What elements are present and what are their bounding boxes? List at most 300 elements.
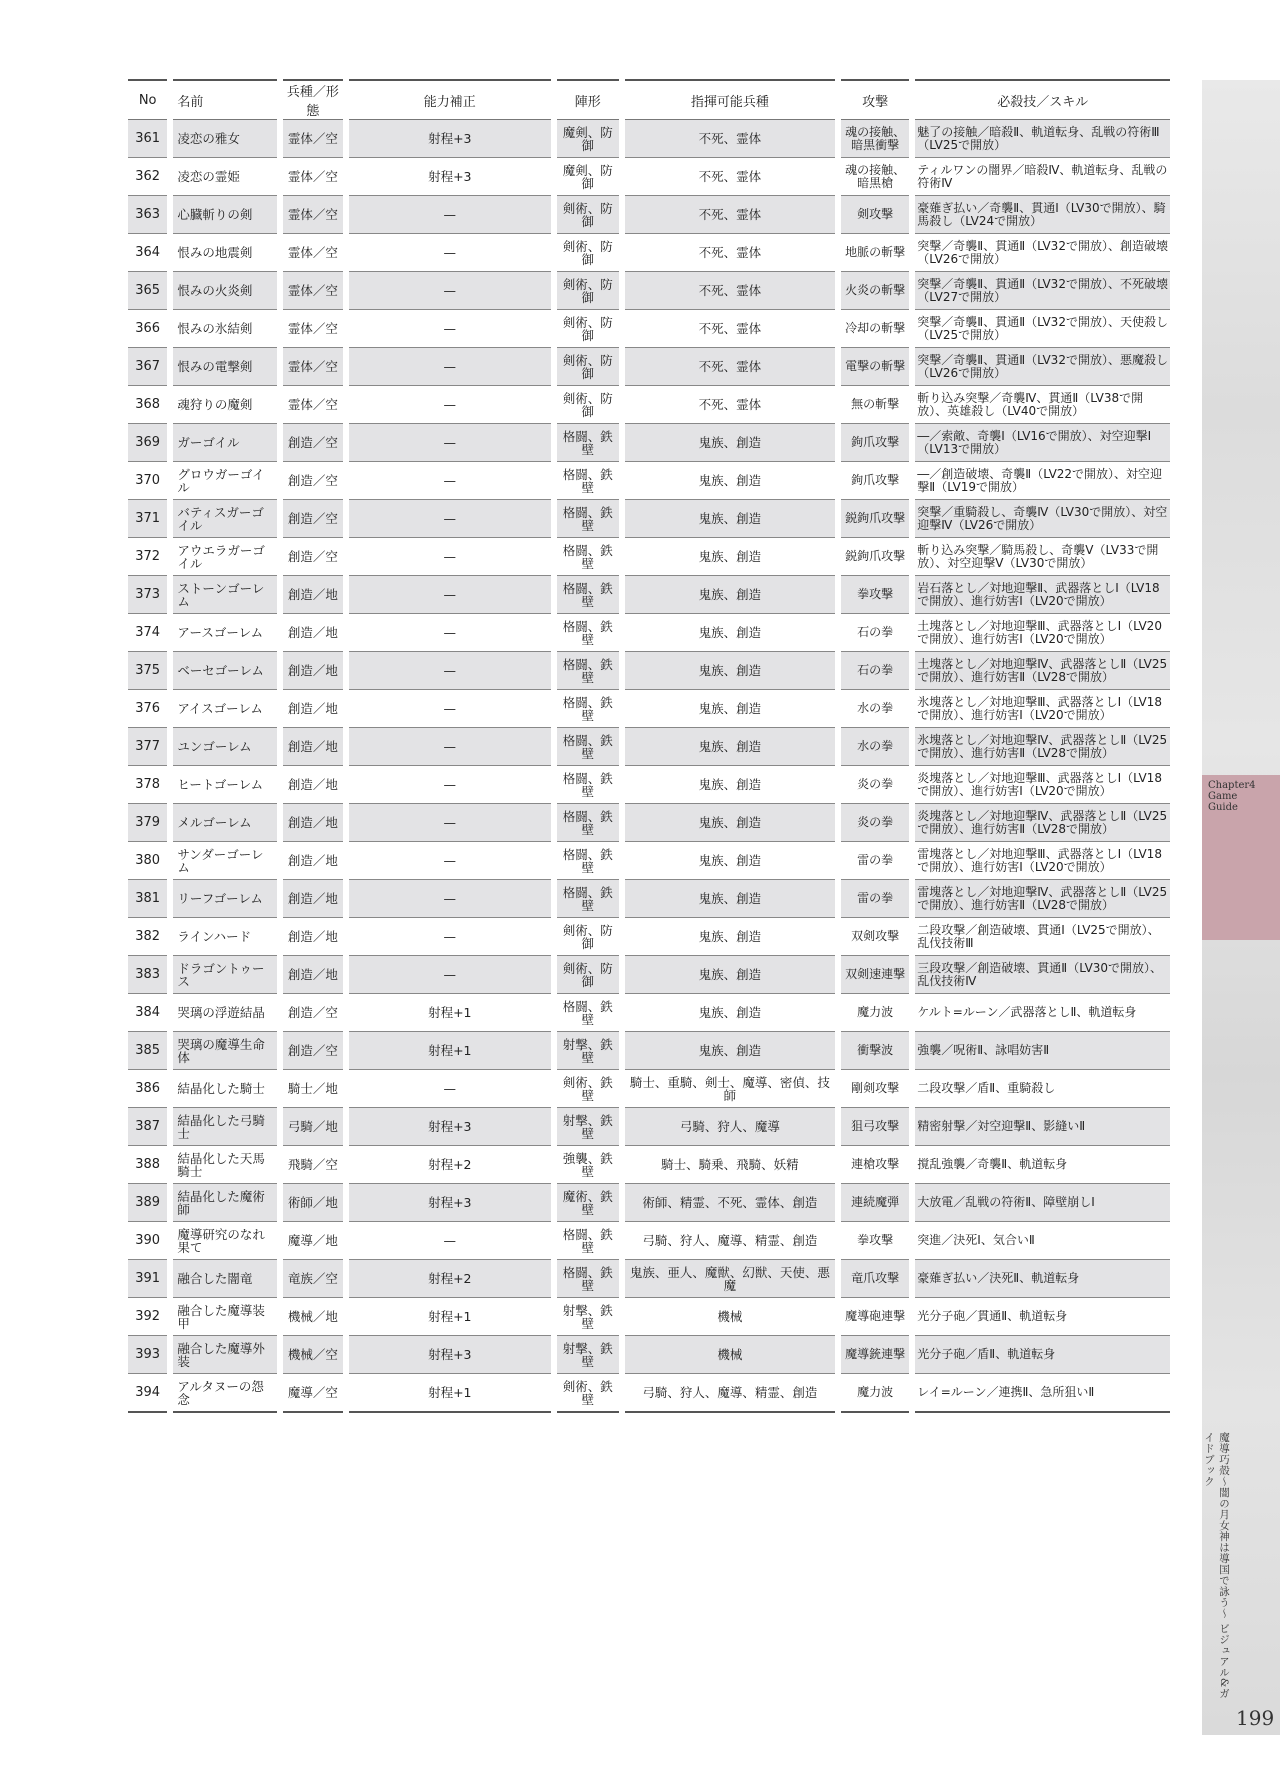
cell-name: リーフゴーレム (173, 880, 277, 918)
cell-command: 不死、霊体 (625, 310, 835, 348)
table-row (128, 462, 1170, 500)
cell-command: 鬼族、創造 (625, 690, 835, 728)
cell-name: アルタヌーの怨念 (173, 1374, 277, 1413)
cell-attack: 水の拳 (841, 728, 909, 766)
cell-attack: 鉤爪攻撃 (841, 462, 909, 500)
cell-skill: 二段攻撃／盾Ⅱ、重騎殺し (915, 1070, 1170, 1108)
cell-command: 騎士、騎乗、飛騎、妖精 (625, 1146, 835, 1184)
cell-type: 創造／地 (283, 918, 343, 956)
cell-bonus: 射程+1 (349, 1298, 551, 1336)
cell-bonus: — (349, 766, 551, 804)
cell-skill: 突進／決死Ⅰ、気合いⅡ (915, 1222, 1170, 1260)
cell-skill: 突撃／奇襲Ⅱ、貫通Ⅱ（LV32で開放）、悪魔殺し（LV26で開放） (915, 348, 1170, 386)
cell-attack: 炎の拳 (841, 766, 909, 804)
cell-bonus: — (349, 918, 551, 956)
cell-bonus: — (349, 576, 551, 614)
cell-skill: ―／創造破壊、奇襲Ⅱ（LV22で開放）、対空迎撃Ⅱ（LV19で開放） (915, 462, 1170, 500)
cell-attack: 魔力波 (841, 1374, 909, 1413)
table-row (128, 1108, 1170, 1146)
cell-no: 372 (128, 538, 167, 576)
table-row (128, 1336, 1170, 1374)
cell-skill: ティルワンの闇界／暗殺Ⅳ、軌道転身、乱戦の符術Ⅳ (915, 158, 1170, 196)
cell-skill: 豪薙ぎ払い／奇襲Ⅱ、貫通Ⅰ（LV30で開放）、騎馬殺し（LV24で開放） (915, 196, 1170, 234)
table-row (128, 842, 1170, 880)
cell-no: 370 (128, 462, 167, 500)
cell-formation: 格闘、鉄壁 (557, 424, 619, 462)
cell-attack: 魔導砲連撃 (841, 1298, 909, 1336)
cell-command: 鬼族、創造 (625, 766, 835, 804)
cell-bonus: — (349, 424, 551, 462)
cell-type: 騎士／地 (283, 1070, 343, 1108)
table-row (128, 1146, 1170, 1184)
cell-command: 鬼族、創造 (625, 614, 835, 652)
cell-no: 363 (128, 196, 167, 234)
cell-type: 創造／空 (283, 500, 343, 538)
cell-name: アースゴーレム (173, 614, 277, 652)
cell-no: 371 (128, 500, 167, 538)
cell-attack: 鉤爪攻撃 (841, 424, 909, 462)
cell-attack: 魔導銃連撃 (841, 1336, 909, 1374)
cell-attack: 連槍攻撃 (841, 1146, 909, 1184)
cell-skill: 二段攻撃／創造破壊、貫通Ⅰ（LV25で開放）、乱伐技術Ⅲ (915, 918, 1170, 956)
cell-formation: 魔剣、防御 (557, 120, 619, 158)
cell-skill: 光分子砲／貫通Ⅱ、軌道転身 (915, 1298, 1170, 1336)
cell-attack: 双剣攻撃 (841, 918, 909, 956)
cell-type: 創造／地 (283, 690, 343, 728)
cell-attack: 無の斬撃 (841, 386, 909, 424)
cell-name: グロウガーゴイル (173, 462, 277, 500)
cell-bonus: — (349, 728, 551, 766)
cell-type: 霊体／空 (283, 120, 343, 158)
cell-attack: 鋭鉤爪攻撃 (841, 538, 909, 576)
table-row (128, 1222, 1170, 1260)
cell-attack: 剛剣攻撃 (841, 1070, 909, 1108)
cell-bonus: — (349, 462, 551, 500)
cell-skill: 雷塊落とし／対地迎撃Ⅲ、武器落としⅠ（LV18で開放）、進行妨害Ⅰ（LV20で開放） (915, 842, 1170, 880)
cell-name: 魔導研究のなれ果て (173, 1222, 277, 1260)
cell-no: 381 (128, 880, 167, 918)
cell-no: 362 (128, 158, 167, 196)
table-row (128, 690, 1170, 728)
cell-name: 結晶化した天馬騎士 (173, 1146, 277, 1184)
cell-type: 機械／空 (283, 1336, 343, 1374)
cell-no: 373 (128, 576, 167, 614)
cell-formation: 剣術、鉄壁 (557, 1070, 619, 1108)
cell-attack: 電撃の斬撃 (841, 348, 909, 386)
cell-type: 創造／地 (283, 766, 343, 804)
cell-attack: 雷の拳 (841, 880, 909, 918)
cell-command: 鬼族、創造 (625, 538, 835, 576)
cell-formation: 射撃、鉄壁 (557, 1336, 619, 1374)
table-row (128, 576, 1170, 614)
cell-bonus: — (349, 880, 551, 918)
cell-formation: 魔術、鉄壁 (557, 1184, 619, 1222)
cell-bonus: — (349, 614, 551, 652)
cell-no: 390 (128, 1222, 167, 1260)
cell-attack: 拳攻撃 (841, 576, 909, 614)
cell-skill: 雷塊落とし／対地迎撃Ⅳ、武器落としⅡ（LV25で開放）、進行妨害Ⅱ（LV28で開放） (915, 880, 1170, 918)
cell-bonus: — (349, 1070, 551, 1108)
cell-bonus: — (349, 272, 551, 310)
cell-bonus: — (349, 1222, 551, 1260)
cell-type: 創造／地 (283, 804, 343, 842)
cell-skill: 豪薙ぎ払い／決死Ⅱ、軌道転身 (915, 1260, 1170, 1298)
cell-no: 394 (128, 1374, 167, 1413)
cell-type: 創造／地 (283, 652, 343, 690)
cell-name: ストーンゴーレム (173, 576, 277, 614)
header-skill: 必殺技／スキル (915, 79, 1170, 120)
game-text: Game (1208, 791, 1238, 802)
table-row (128, 424, 1170, 462)
cell-no: 383 (128, 956, 167, 994)
cell-command: 鬼族、創造 (625, 576, 835, 614)
cell-skill: 大放電／乱戦の符術Ⅱ、障壁崩しⅠ (915, 1184, 1170, 1222)
cell-skill: 土塊落とし／対地迎撃Ⅳ、武器落としⅡ（LV25で開放）、進行妨害Ⅱ（LV28で開放） (915, 652, 1170, 690)
table-row (128, 158, 1170, 196)
cell-type: 魔導／空 (283, 1374, 343, 1413)
table-row (128, 234, 1170, 272)
table-row (128, 1260, 1170, 1298)
cell-type: 創造／空 (283, 424, 343, 462)
cell-formation: 格闘、鉄壁 (557, 538, 619, 576)
cell-command: 不死、霊体 (625, 386, 835, 424)
cell-formation: 格闘、鉄壁 (557, 1222, 619, 1260)
cell-name: 恨みの氷結剣 (173, 310, 277, 348)
cell-formation: 格闘、鉄壁 (557, 728, 619, 766)
table-header-row (128, 79, 1170, 120)
cell-command: 機械 (625, 1336, 835, 1374)
cell-command: 術師、精霊、不死、霊体、創造 (625, 1184, 835, 1222)
cell-bonus: — (349, 234, 551, 272)
cell-formation: 剣術、鉄壁 (557, 1374, 619, 1413)
cell-name: アウエラガーゴイル (173, 538, 277, 576)
guide-text: Guide (1208, 802, 1238, 813)
header-name: 名前 (173, 79, 277, 120)
cell-command: 不死、霊体 (625, 120, 835, 158)
cell-skill: 三段攻撃／創造破壊、貫通Ⅱ（LV30で開放）、乱伐技術Ⅳ (915, 956, 1170, 994)
cell-formation: 格闘、鉄壁 (557, 880, 619, 918)
cell-bonus: — (349, 348, 551, 386)
cell-name: 恨みの火炎剣 (173, 272, 277, 310)
header-attack: 攻撃 (841, 79, 909, 120)
table-row (128, 1374, 1170, 1413)
table-row (128, 196, 1170, 234)
cell-command: 鬼族、創造 (625, 728, 835, 766)
cell-no: 380 (128, 842, 167, 880)
cell-attack: 火炎の斬撃 (841, 272, 909, 310)
cell-name: 凌恋の霊姫 (173, 158, 277, 196)
cell-type: 飛騎／空 (283, 1146, 343, 1184)
cell-type: 創造／地 (283, 614, 343, 652)
table-row (128, 120, 1170, 158)
cell-command: 鬼族、創造 (625, 880, 835, 918)
cell-no: 369 (128, 424, 167, 462)
cell-bonus: 射程+3 (349, 120, 551, 158)
cell-bonus: 射程+3 (349, 1184, 551, 1222)
cell-attack: 衝撃波 (841, 1032, 909, 1070)
cell-name: 魂狩りの魔剣 (173, 386, 277, 424)
cell-no: 365 (128, 272, 167, 310)
cell-name: 結晶化した騎士 (173, 1070, 277, 1108)
unit-table (122, 79, 1176, 1413)
cell-skill: 突撃／重騎殺し、奇襲Ⅳ（LV30で開放）、対空迎撃Ⅳ（LV26で開放） (915, 500, 1170, 538)
cell-bonus: 射程+1 (349, 1374, 551, 1413)
cell-attack: 拳攻撃 (841, 1222, 909, 1260)
cell-formation: 格闘、鉄壁 (557, 614, 619, 652)
cell-bonus: — (349, 538, 551, 576)
cell-type: 霊体／空 (283, 310, 343, 348)
unit-table-container (128, 79, 1170, 1413)
table-row (128, 272, 1170, 310)
cell-command: 不死、霊体 (625, 272, 835, 310)
table-row (128, 348, 1170, 386)
cell-type: 創造／地 (283, 880, 343, 918)
table-row (128, 766, 1170, 804)
cell-name: ベーセゴーレム (173, 652, 277, 690)
cell-command: 鬼族、創造 (625, 842, 835, 880)
cell-name: 融合した闇竜 (173, 1260, 277, 1298)
table-row (128, 956, 1170, 994)
cell-skill: 土塊落とし／対地迎撃Ⅲ、武器落としⅠ（LV20で開放）、進行妨害Ⅰ（LV20で開放） (915, 614, 1170, 652)
cell-bonus: 射程+2 (349, 1146, 551, 1184)
cell-type: 霊体／空 (283, 234, 343, 272)
cell-formation: 格闘、鉄壁 (557, 1260, 619, 1298)
cell-bonus: 射程+1 (349, 994, 551, 1032)
cell-no: 389 (128, 1184, 167, 1222)
cell-no: 375 (128, 652, 167, 690)
table-row (128, 804, 1170, 842)
cell-type: 弓騎／地 (283, 1108, 343, 1146)
cell-no: 388 (128, 1146, 167, 1184)
cell-name: ラインハード (173, 918, 277, 956)
cell-no: 392 (128, 1298, 167, 1336)
cell-bonus: 射程+3 (349, 1336, 551, 1374)
table-body (128, 120, 1170, 1413)
cell-type: 霊体／空 (283, 386, 343, 424)
cell-type: 霊体／空 (283, 272, 343, 310)
cell-attack: 魔力波 (841, 994, 909, 1032)
cell-name: メルゴーレム (173, 804, 277, 842)
cell-command: 不死、霊体 (625, 348, 835, 386)
header-bonus: 能力補正 (349, 79, 551, 120)
cell-formation: 格闘、鉄壁 (557, 576, 619, 614)
cell-no: 385 (128, 1032, 167, 1070)
cell-skill: 突撃／奇襲Ⅱ、貫通Ⅱ（LV32で開放）、天使殺し（LV25で開放） (915, 310, 1170, 348)
table-row (128, 918, 1170, 956)
cell-attack: 連続魔弾 (841, 1184, 909, 1222)
cell-formation: 剣術、防御 (557, 272, 619, 310)
cell-bonus: — (349, 196, 551, 234)
cell-formation: 剣術、防御 (557, 956, 619, 994)
cell-formation: 剣術、防御 (557, 386, 619, 424)
cell-formation: 剣術、防御 (557, 234, 619, 272)
cell-formation: 魔剣、防御 (557, 158, 619, 196)
cell-formation: 格闘、鉄壁 (557, 804, 619, 842)
table-row (128, 1184, 1170, 1222)
cell-name: 恨みの電撃剣 (173, 348, 277, 386)
cell-attack: 雷の拳 (841, 842, 909, 880)
cell-attack: 石の拳 (841, 614, 909, 652)
cell-name: 恨みの地震剣 (173, 234, 277, 272)
cell-skill: 突撃／奇襲Ⅱ、貫通Ⅱ（LV32で開放）、創造破壊（LV26で開放） (915, 234, 1170, 272)
cell-bonus: 射程+3 (349, 1108, 551, 1146)
cell-skill: 斬り込み突撃／奇襲Ⅳ、貫通Ⅱ（LV38で開放）、英雄殺し（LV40で開放） (915, 386, 1170, 424)
cell-name: 融合した魔導装甲 (173, 1298, 277, 1336)
cell-name: ドラゴントゥース (173, 956, 277, 994)
cell-attack: 冷却の斬撃 (841, 310, 909, 348)
cell-name: 哭璃の浮遊結晶 (173, 994, 277, 1032)
cell-no: 386 (128, 1070, 167, 1108)
cell-type: 霊体／空 (283, 348, 343, 386)
cell-command: 弓騎、狩人、魔導 (625, 1108, 835, 1146)
cell-bonus: — (349, 652, 551, 690)
cell-type: 機械／地 (283, 1298, 343, 1336)
cell-skill: ―／索敵、奇襲Ⅰ（LV16で開放）、対空迎撃Ⅰ（LV13で開放） (915, 424, 1170, 462)
book-title: 魔導巧殻～闇の月女神は導国で詠う～ ビジュアル&ガイドブック (1203, 1432, 1230, 1699)
cell-attack: 双剣速連撃 (841, 956, 909, 994)
cell-no: 382 (128, 918, 167, 956)
cell-name: ユンゴーレム (173, 728, 277, 766)
cell-type: 創造／地 (283, 576, 343, 614)
cell-no: 361 (128, 120, 167, 158)
table-row (128, 880, 1170, 918)
table-row (128, 614, 1170, 652)
cell-skill: 精密射撃／対空迎撃Ⅱ、影縫いⅡ (915, 1108, 1170, 1146)
table-row (128, 538, 1170, 576)
cell-type: 創造／空 (283, 462, 343, 500)
cell-no: 384 (128, 994, 167, 1032)
cell-name: 結晶化した魔術師 (173, 1184, 277, 1222)
table-row (128, 1298, 1170, 1336)
cell-skill: 撹乱強襲／奇襲Ⅱ、軌道転身 (915, 1146, 1170, 1184)
cell-command: 弓騎、狩人、魔導、精霊、創造 (625, 1374, 835, 1413)
cell-skill: 魅了の接触／暗殺Ⅱ、軌道転身、乱戦の符術Ⅲ（LV25で開放） (915, 120, 1170, 158)
cell-command: 不死、霊体 (625, 234, 835, 272)
cell-formation: 剣術、防御 (557, 310, 619, 348)
table-row (128, 386, 1170, 424)
cell-attack: 石の拳 (841, 652, 909, 690)
cell-command: 鬼族、亜人、魔獣、幻獣、天使、悪魔 (625, 1260, 835, 1298)
cell-skill: レイ=ルーン／連携Ⅱ、急所狙いⅡ (915, 1374, 1170, 1413)
cell-command: 鬼族、創造 (625, 1032, 835, 1070)
table-row (128, 728, 1170, 766)
cell-no: 378 (128, 766, 167, 804)
cell-no: 377 (128, 728, 167, 766)
cell-name: 凌恋の雅女 (173, 120, 277, 158)
table-row (128, 500, 1170, 538)
cell-name: バティスガーゴイル (173, 500, 277, 538)
cell-formation: 格闘、鉄壁 (557, 842, 619, 880)
cell-formation: 強襲、鉄壁 (557, 1146, 619, 1184)
cell-skill: 炎塊落とし／対地迎撃Ⅳ、武器落としⅡ（LV25で開放）、進行妨害Ⅱ（LV28で開放） (915, 804, 1170, 842)
cell-name: 融合した魔導外装 (173, 1336, 277, 1374)
cell-formation: 射撃、鉄壁 (557, 1298, 619, 1336)
cell-bonus: — (349, 386, 551, 424)
cell-formation: 格闘、鉄壁 (557, 994, 619, 1032)
cell-attack: 狙弓攻撃 (841, 1108, 909, 1146)
cell-formation: 格闘、鉄壁 (557, 462, 619, 500)
cell-bonus: — (349, 310, 551, 348)
table-row (128, 1070, 1170, 1108)
table-row (128, 994, 1170, 1032)
cell-formation: 剣術、防御 (557, 348, 619, 386)
cell-command: 騎士、重騎、剣士、魔導、密偵、技師 (625, 1070, 835, 1108)
cell-formation: 剣術、防御 (557, 196, 619, 234)
cell-command: 鬼族、創造 (625, 424, 835, 462)
cell-name: アイスゴーレム (173, 690, 277, 728)
header-formation: 陣形 (557, 79, 619, 120)
cell-skill: 炎塊落とし／対地迎撃Ⅲ、武器落としⅠ（LV18で開放）、進行妨害Ⅰ（LV20で開放） (915, 766, 1170, 804)
chapter-label (1208, 780, 1268, 813)
cell-bonus: 射程+2 (349, 1260, 551, 1298)
cell-no: 374 (128, 614, 167, 652)
table-row (128, 1032, 1170, 1070)
cell-command: 鬼族、創造 (625, 652, 835, 690)
cell-command: 不死、霊体 (625, 196, 835, 234)
cell-no: 376 (128, 690, 167, 728)
cell-skill: 氷塊落とし／対地迎撃Ⅳ、武器落としⅡ（LV25で開放）、進行妨害Ⅱ（LV28で開放） (915, 728, 1170, 766)
cell-skill: 光分子砲／盾Ⅱ、軌道転身 (915, 1336, 1170, 1374)
cell-formation: 剣術、防御 (557, 918, 619, 956)
cell-type: 霊体／空 (283, 196, 343, 234)
cell-name: 心臓斬りの剣 (173, 196, 277, 234)
cell-attack: 竜爪攻撃 (841, 1260, 909, 1298)
cell-command: 弓騎、狩人、魔導、精霊、創造 (625, 1222, 835, 1260)
table-row (128, 310, 1170, 348)
cell-type: 創造／空 (283, 994, 343, 1032)
cell-command: 機械 (625, 1298, 835, 1336)
header-command: 指揮可能兵種 (625, 79, 835, 120)
cell-bonus: 射程+1 (349, 1032, 551, 1070)
cell-no: 393 (128, 1336, 167, 1374)
cell-name: ヒートゴーレム (173, 766, 277, 804)
cell-command: 鬼族、創造 (625, 918, 835, 956)
cell-type: 創造／地 (283, 956, 343, 994)
cell-formation: 格闘、鉄壁 (557, 652, 619, 690)
cell-no: 368 (128, 386, 167, 424)
cell-bonus: — (349, 690, 551, 728)
cell-no: 364 (128, 234, 167, 272)
cell-type: 創造／空 (283, 538, 343, 576)
cell-type: 創造／空 (283, 1032, 343, 1070)
cell-no: 387 (128, 1108, 167, 1146)
cell-no: 367 (128, 348, 167, 386)
cell-attack: 剣攻撃 (841, 196, 909, 234)
cell-bonus: — (349, 804, 551, 842)
cell-attack: 魂の接触、暗黒衝撃 (841, 120, 909, 158)
cell-skill: 強襲／呪術Ⅱ、詠唱妨害Ⅱ (915, 1032, 1170, 1070)
cell-type: 創造／地 (283, 728, 343, 766)
cell-no: 379 (128, 804, 167, 842)
cell-bonus: — (349, 500, 551, 538)
cell-command: 鬼族、創造 (625, 462, 835, 500)
cell-no: 391 (128, 1260, 167, 1298)
page-number: 199 (1236, 1706, 1275, 1730)
cell-name: ガーゴイル (173, 424, 277, 462)
cell-skill: 岩石落とし／対地迎撃Ⅱ、武器落としⅠ（LV18で開放）、進行妨害Ⅰ（LV20で開放） (915, 576, 1170, 614)
cell-type: 魔導／地 (283, 1222, 343, 1260)
cell-command: 鬼族、創造 (625, 804, 835, 842)
cell-formation: 射撃、鉄壁 (557, 1032, 619, 1070)
cell-skill: 斬り込み突撃／騎馬殺し、奇襲Ⅴ（LV33で開放）、対空迎撃Ⅴ（LV30で開放） (915, 538, 1170, 576)
chapter-text: Chapter4 (1208, 780, 1256, 791)
cell-type: 術師／地 (283, 1184, 343, 1222)
cell-formation: 格闘、鉄壁 (557, 690, 619, 728)
cell-formation: 格闘、鉄壁 (557, 766, 619, 804)
cell-attack: 地脈の斬撃 (841, 234, 909, 272)
cell-command: 鬼族、創造 (625, 500, 835, 538)
cell-skill: ケルト=ルーン／武器落としⅡ、軌道転身 (915, 994, 1170, 1032)
